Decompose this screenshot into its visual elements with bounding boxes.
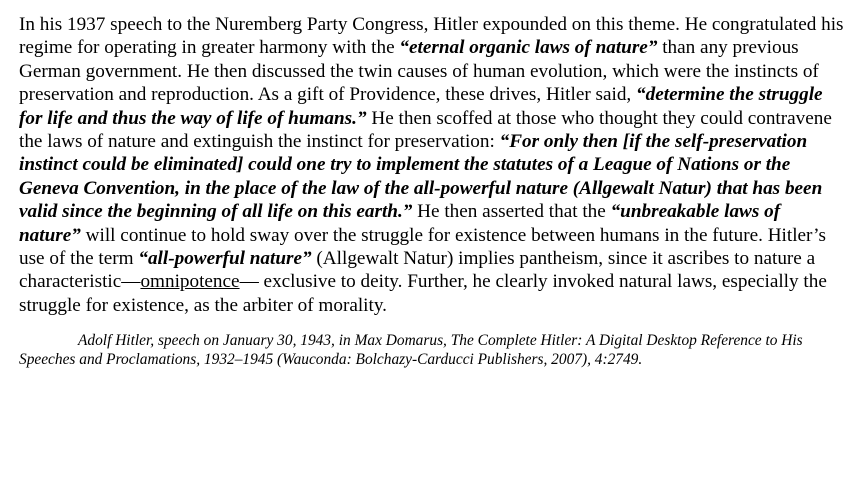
text-segment: will continue to hold sway over the struggle for existence between humans in the future. Hitler’s use of the term xyxy=(19,224,826,270)
text-segment: He then scoffed at those who thought they could contravene the laws of nature and extinguish the instinct for preservation: xyxy=(19,107,832,153)
text-segment: than any previous German government. He then discussed the twin causes of human evolution, which were the instincts of preservation and reproduction. As a gift of Providence, these drives, Hitler said, xyxy=(19,37,819,106)
quotation-eternal-laws: “eternal organic laws of nature” xyxy=(399,37,658,59)
quotation-league-of-nations: “For only then [if the self-preservation instinct could be eliminated] could one try to implement the statutes of a League of Nations or the Geneva Convention, in the place of the law of the all-powerful nature (Allgewalt Natur) that has been valid since the beginning of all life on this earth.” xyxy=(19,131,823,223)
quotation-struggle-for-life: “determine the struggle for life and thus the way of life of humans.” xyxy=(19,84,823,129)
quotation-all-powerful-nature: “all-powerful nature” xyxy=(138,248,312,270)
body-paragraph xyxy=(19,13,845,317)
quotation-unbreakable-laws: “unbreakable laws of nature” xyxy=(19,201,781,246)
text-segment: He then asserted that the xyxy=(412,201,611,223)
underlined-word-omnipotence: omnipotence xyxy=(140,271,240,293)
document-page xyxy=(19,13,845,370)
citation-footnote: Adolf Hitler, speech on January 30, 1943, in Max Domarus, The Complete Hitler: A Digital Desktop Reference to His Speeches and Proclamations, 1932–1945 (Wauconda: Bolchazy-Carducci Publishers, 2007), 4:2749. xyxy=(19,332,803,369)
text-segment: In his 1937 speech to the Nuremberg Party Congress, Hitler expounded on this theme. He congratulated his regime for operating in greater harmony with the xyxy=(19,14,844,59)
text-segment: — exclusive to deity. Further, he clearly invoked natural laws, especially the struggle for existence, as the arbiter of morality. xyxy=(19,271,827,316)
text-segment: (Allgewalt Natur) implies pantheism, since it ascribes to nature a characteristic— xyxy=(19,248,816,293)
